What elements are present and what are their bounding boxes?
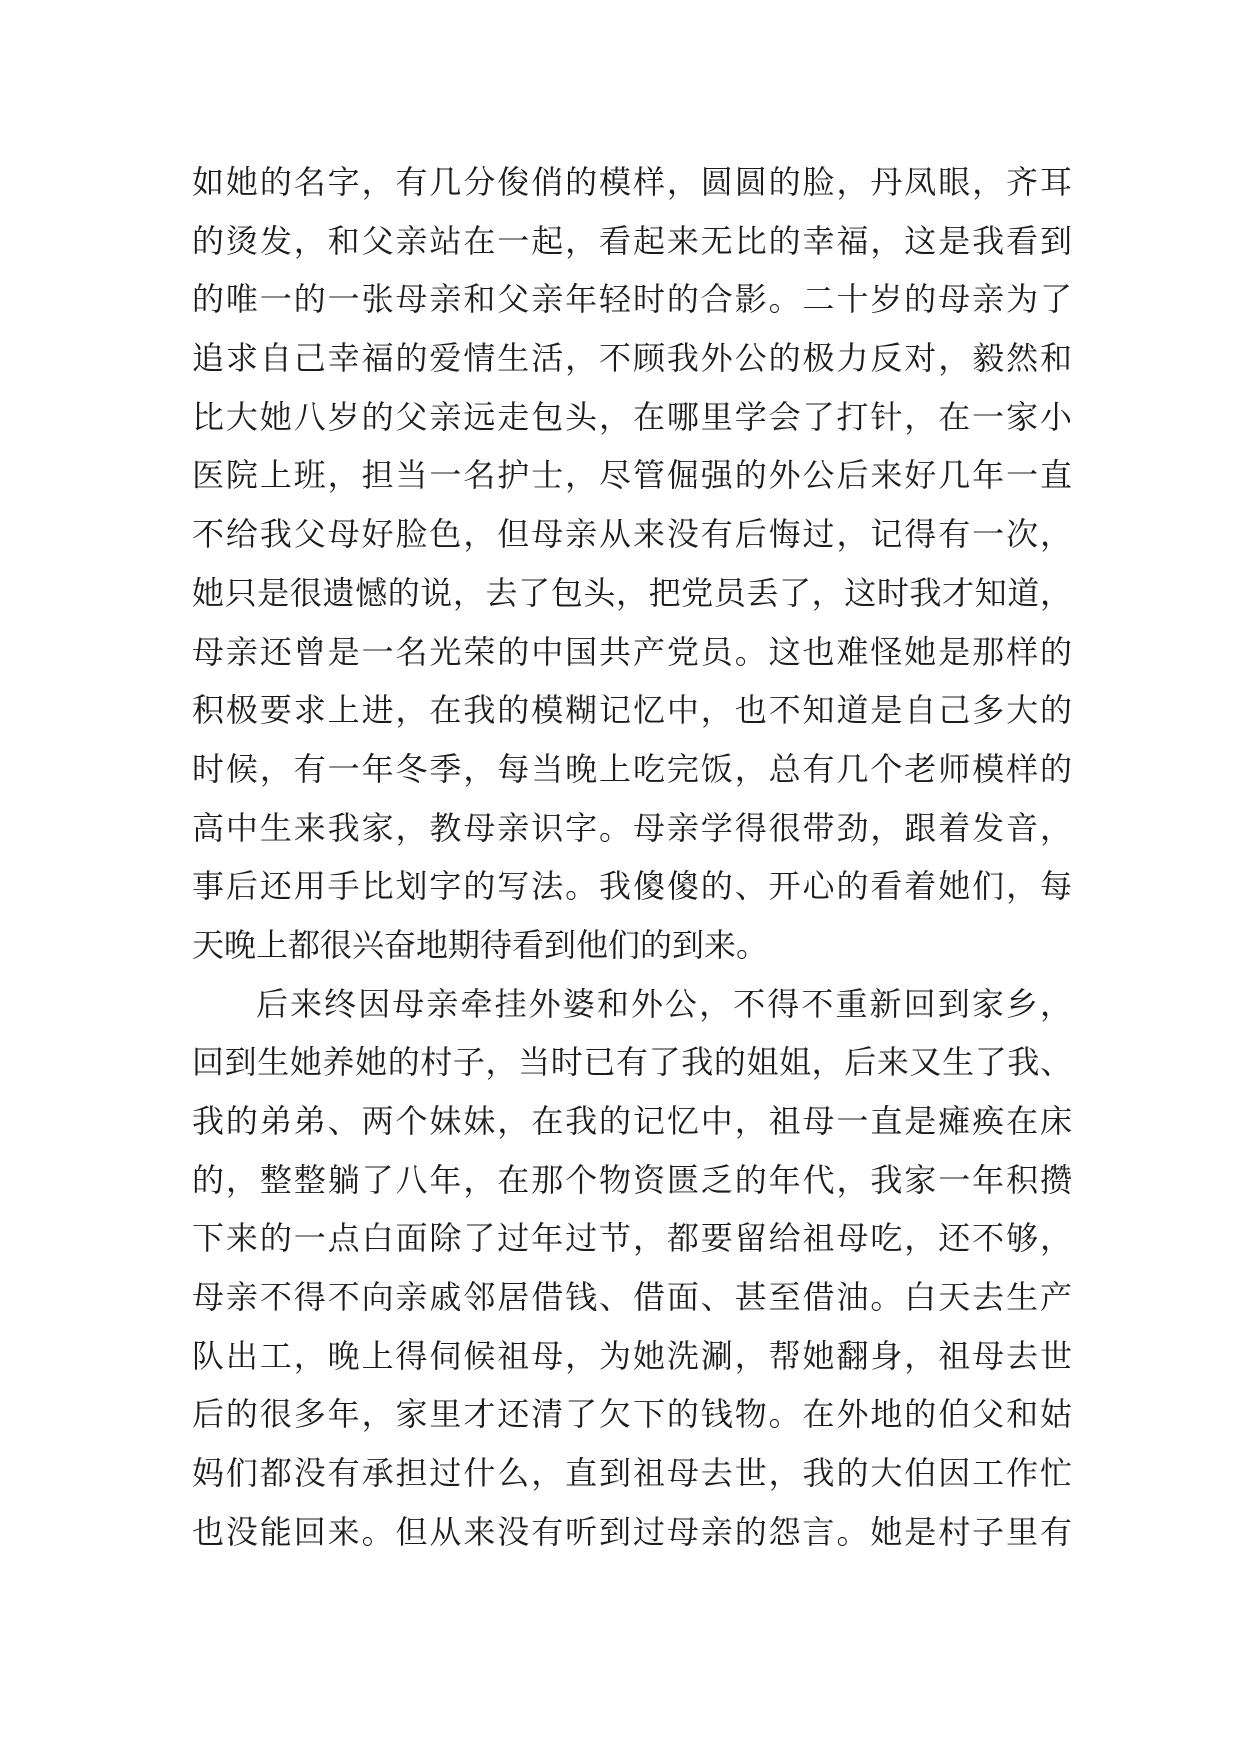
text-line: 后来终因母亲牵挂外婆和外公，不得不重新回到家乡， xyxy=(256,984,1072,1023)
text-line: 不给我父母好脸色，但母亲从来没有后悔过，记得有一次， xyxy=(192,515,1072,554)
text-line: 她只是很遗憾的说，去了包头，把党员丢了，这时我才知道， xyxy=(192,573,1072,612)
text-line: 妈们都没有承担过什么，直到祖母去世，我的大伯因工作忙 xyxy=(192,1454,1072,1493)
text-line: 队出工，晚上得伺候祖母，为她洗涮，帮她翻身，祖母去世 xyxy=(192,1336,1072,1375)
body-text xyxy=(192,153,1072,1562)
text-line: 时候，有一年冬季，每当晚上吃完饭，总有几个老师模样的 xyxy=(192,749,1072,788)
text-line: 天晚上都很兴奋地期待看到他们的到来。 xyxy=(192,925,769,964)
text-line: 母亲还曾是一名光荣的中国共产党员。这也难怪她是那样的 xyxy=(192,632,1072,671)
text-line: 追求自己幸福的爱情生活，不顾我外公的极力反对，毅然和 xyxy=(192,339,1072,378)
text-line: 下来的一点白面除了过年过节，都要留给祖母吃，还不够， xyxy=(192,1219,1072,1258)
text-line: 后的很多年，家里才还清了欠下的钱物。在外地的伯父和姑 xyxy=(192,1395,1072,1434)
text-line: 母亲不得不向亲戚邻居借钱、借面、甚至借油。白天去生产 xyxy=(192,1278,1072,1317)
text-line: 积极要求上进，在我的模糊记忆中，也不知道是自己多大的 xyxy=(192,691,1072,730)
text-line: 高中生来我家，教母亲识字。母亲学得很带劲，跟着发音， xyxy=(192,808,1072,847)
text-line: 医院上班，担当一名护士，尽管倔强的外公后来好几年一直 xyxy=(192,456,1072,495)
text-line: 事后还用手比划字的写法。我傻傻的、开心的看着她们，每 xyxy=(192,867,1072,906)
text-line: 回到生她养她的村子，当时已有了我的姐姐，后来又生了我、 xyxy=(192,1043,1072,1082)
text-line: 也没能回来。但从来没有听到过母亲的怨言。她是村子里有 xyxy=(192,1512,1072,1551)
text-line: 如她的名字，有几分俊俏的模样，圆圆的脸，丹凤眼，齐耳 xyxy=(192,163,1072,201)
text-line: 我的弟弟、两个妹妹，在我的记忆中，祖母一直是瘫痪在床 xyxy=(192,1102,1072,1140)
text-line: 比大她八岁的父亲远走包头，在哪里学会了打针，在一家小 xyxy=(192,397,1072,436)
text-line: 的，整整躺了八年，在那个物资匮乏的年代，我家一年积攒 xyxy=(192,1160,1072,1199)
text-line: 的唯一的一张母亲和父亲年轻时的合影。二十岁的母亲为了 xyxy=(192,280,1072,319)
text-line: 的烫发，和父亲站在一起，看起来无比的幸福，这是我看到 xyxy=(192,221,1072,260)
